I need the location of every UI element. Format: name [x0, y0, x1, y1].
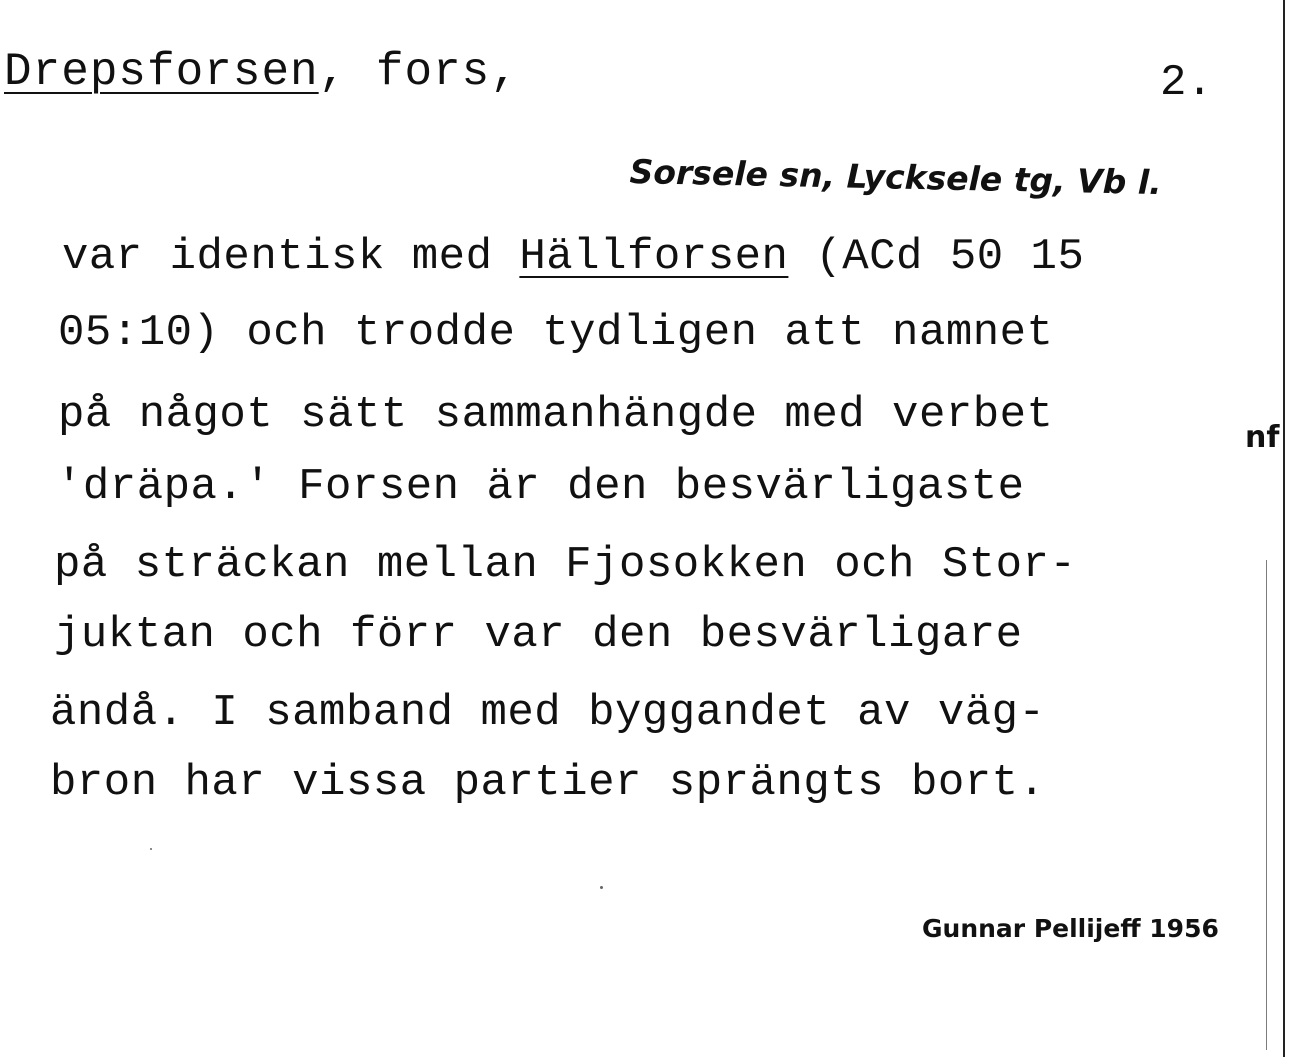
card-headword: [4, 46, 519, 98]
card-inner-edge-line: [1266, 560, 1267, 1050]
author-signature: Gunnar Pellijeff 1956: [922, 914, 1219, 943]
card-edge-line: [1283, 0, 1285, 1057]
body-line-6: juktan och förr var den besvärligare: [54, 610, 1023, 660]
place-name: Drepsforsen: [4, 46, 319, 98]
scan-speck: [150, 848, 152, 850]
body-line-2: 05:10) och trodde tydligen att namnet: [58, 308, 1054, 358]
location-stamp: Sorsele sn, Lycksele tg, Vb l.: [629, 152, 1163, 203]
body-line-1: var identisk med Hällforsen (ACd 50 15: [62, 232, 1085, 282]
body-line-3: på något sätt sammanhängde med verbet: [58, 390, 1054, 440]
body-line-8: bron har vissa partier sprängts bort.: [50, 758, 1046, 808]
card-number: 2.: [1160, 58, 1213, 108]
underlined-reference: Hällforsen: [519, 232, 789, 282]
margin-mark: nf: [1245, 420, 1280, 455]
scan-speck: [600, 886, 603, 889]
body-line-7: ändå. I samband med byggandet av väg-: [50, 688, 1046, 738]
body-line-4: 'dräpa.' Forsen är den besvärligaste: [56, 462, 1025, 512]
body-line-5: på sträckan mellan Fjosokken och Stor-: [54, 540, 1077, 590]
place-type: , fors,: [318, 46, 519, 98]
